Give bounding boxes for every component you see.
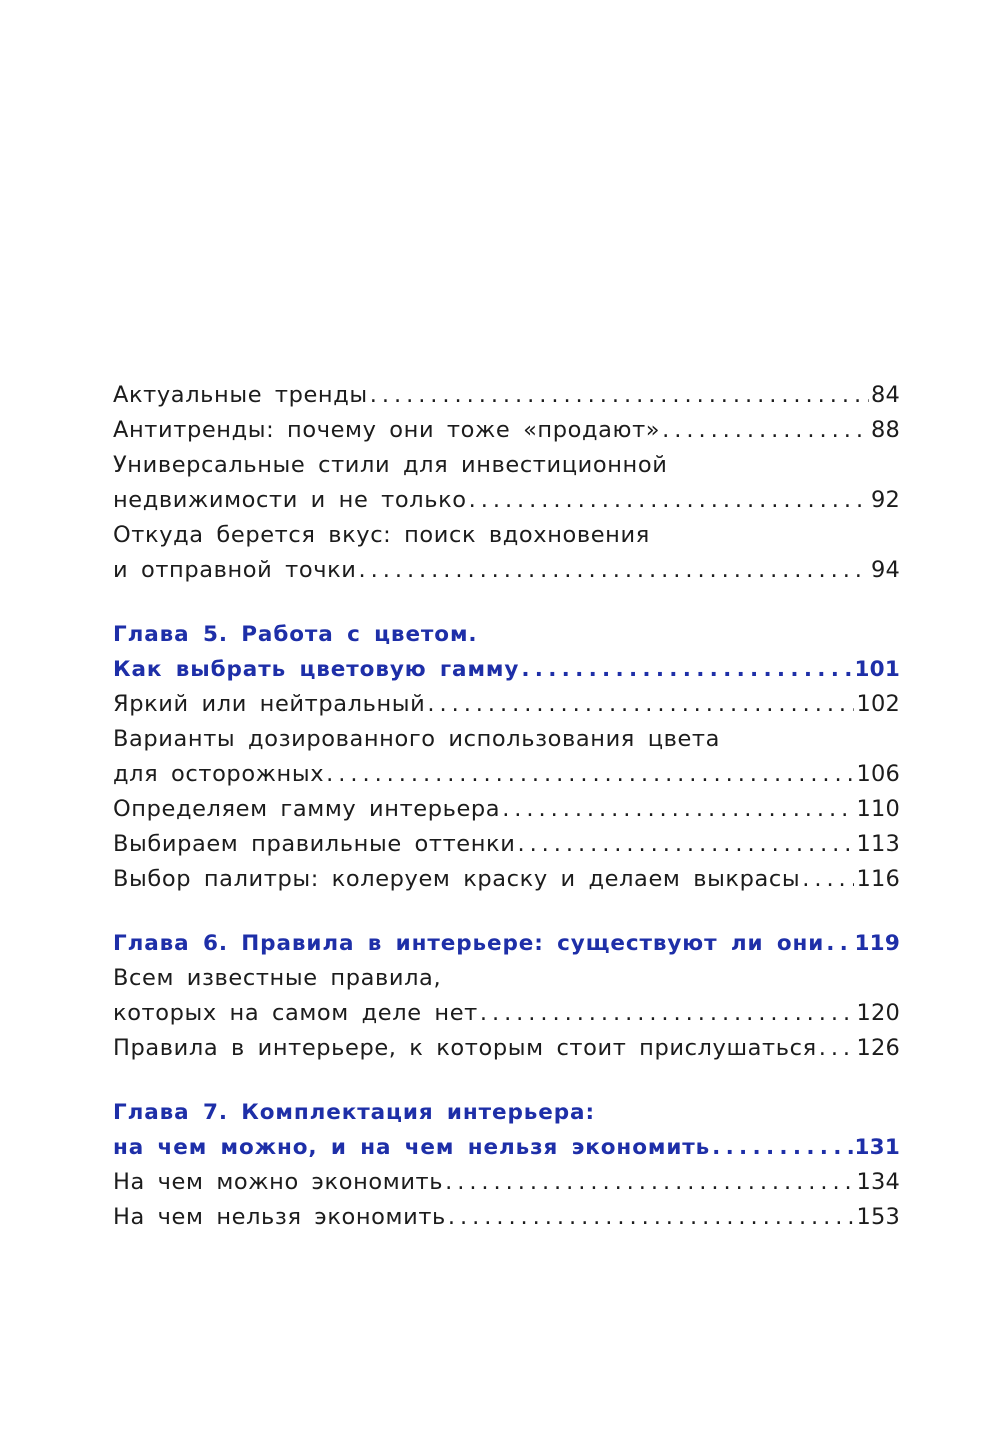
chapter-title: на чем можно, и на чем нельзя экономить [113, 1135, 711, 1160]
toc-entry-page: 116 [856, 866, 900, 892]
toc-section-chapter-6-items [113, 961, 900, 1066]
toc-entry-title: и отправной точки [113, 557, 357, 583]
toc-entry-line-2[interactable] [113, 757, 900, 792]
dot-leader [662, 413, 869, 448]
toc-entry-line-1[interactable] [113, 961, 900, 996]
toc-entry[interactable] [113, 378, 900, 413]
dot-leader [826, 926, 852, 961]
chapter-title: Как выбрать цветовую гамму [113, 657, 520, 682]
toc-entry-page: 106 [856, 761, 900, 787]
chapter-page: 119 [854, 931, 900, 956]
toc-entry-page: 134 [856, 1169, 900, 1195]
toc-entry-page: 92 [870, 487, 900, 513]
toc-entry-title: Варианты дозированного использования цвета [113, 726, 721, 752]
dot-leader [448, 1200, 855, 1235]
toc-entry-title: недвижимости и не только [113, 487, 467, 513]
toc-entry-line-1[interactable] [113, 448, 900, 483]
toc-entry-title: Универсальные стили для инвестиционной [113, 452, 668, 478]
toc-entry-title: Выбираем правильные оттенки [113, 831, 516, 857]
toc-entry-title: Актуальные тренды [113, 382, 368, 408]
toc-entry[interactable] [113, 862, 900, 897]
chapter-title: Глава 5. Работа с цветом. [113, 622, 478, 647]
chapter-7-heading[interactable] [113, 1095, 900, 1165]
toc-entry-title: Антитренды: почему они тоже «продают» [113, 417, 661, 443]
toc-entry[interactable] [113, 687, 900, 722]
toc-entry[interactable] [113, 1031, 900, 1066]
chapter-page: 101 [854, 657, 900, 682]
dot-leader [819, 1031, 855, 1066]
dot-leader [427, 687, 854, 722]
toc-entry-page: 120 [856, 1000, 900, 1026]
toc-entry-title: Определяем гамму интерьера [113, 796, 501, 822]
toc-entry[interactable] [113, 827, 900, 862]
dot-leader [445, 1165, 854, 1200]
toc-entry-page: 84 [870, 382, 900, 408]
dot-leader [480, 996, 855, 1031]
dot-leader [469, 483, 869, 518]
table-of-contents [113, 378, 900, 1235]
chapter-title-line-2 [113, 1130, 900, 1165]
toc-section-chapter-4-items [113, 378, 900, 588]
toc-entry-title: Яркий или нейтральный [113, 691, 426, 717]
toc-entry-page: 153 [856, 1204, 900, 1230]
toc-entry-page: 94 [870, 557, 900, 583]
chapter-6-heading[interactable] [113, 926, 900, 961]
toc-entry-title: Правила в интерьере, к которым стоит прислушаться [113, 1035, 817, 1061]
toc-entry-page: 113 [856, 831, 900, 857]
chapter-title-line-1 [113, 1095, 900, 1130]
dot-leader [502, 792, 854, 827]
dot-leader [326, 757, 854, 792]
toc-entry-title: для осторожных [113, 761, 325, 787]
toc-entry-page: 126 [856, 1035, 900, 1061]
toc-entry-title: Выбор палитры: колеруем краску и делаем выкрасы [113, 866, 801, 892]
chapter-title-line-2 [113, 652, 900, 687]
dot-leader [712, 1130, 852, 1165]
toc-section-chapter-7-items [113, 1165, 900, 1235]
toc-entry-title: На чем можно экономить [113, 1169, 444, 1195]
chapter-title: Глава 7. Комплектация интерьера: [113, 1100, 595, 1125]
toc-entry-title: которых на самом деле нет [113, 1000, 478, 1026]
toc-section-chapter-5-items [113, 687, 900, 897]
toc-entry-page: 102 [856, 691, 900, 717]
chapter-5-heading[interactable] [113, 617, 900, 687]
toc-entry[interactable] [113, 1200, 900, 1235]
dot-leader [802, 862, 854, 897]
dot-leader [359, 553, 869, 588]
toc-entry-page: 88 [870, 417, 900, 443]
chapter-title: Глава 6. Правила в интерьере: существуют ли они [113, 931, 825, 956]
toc-entry[interactable] [113, 1165, 900, 1200]
toc-entry[interactable] [113, 792, 900, 827]
chapter-title-line-1 [113, 617, 900, 652]
toc-entry-line-2[interactable] [113, 553, 900, 588]
dot-leader [517, 827, 854, 862]
toc-entry-page: 110 [856, 796, 900, 822]
toc-entry-title: Всем известные правила, [113, 965, 442, 991]
toc-entry-line-2[interactable] [113, 483, 900, 518]
toc-entry-title: Откуда берется вкус: поиск вдохновения [113, 522, 650, 548]
toc-entry-line-1[interactable] [113, 722, 900, 757]
toc-entry[interactable] [113, 413, 900, 448]
toc-entry-line-2[interactable] [113, 996, 900, 1031]
chapter-page: 131 [854, 1135, 900, 1160]
dot-leader [370, 378, 869, 413]
dot-leader [521, 652, 852, 687]
chapter-title-line-1 [113, 926, 900, 961]
toc-entry-title: На чем нельзя экономить [113, 1204, 446, 1230]
toc-entry-line-1[interactable] [113, 518, 900, 553]
